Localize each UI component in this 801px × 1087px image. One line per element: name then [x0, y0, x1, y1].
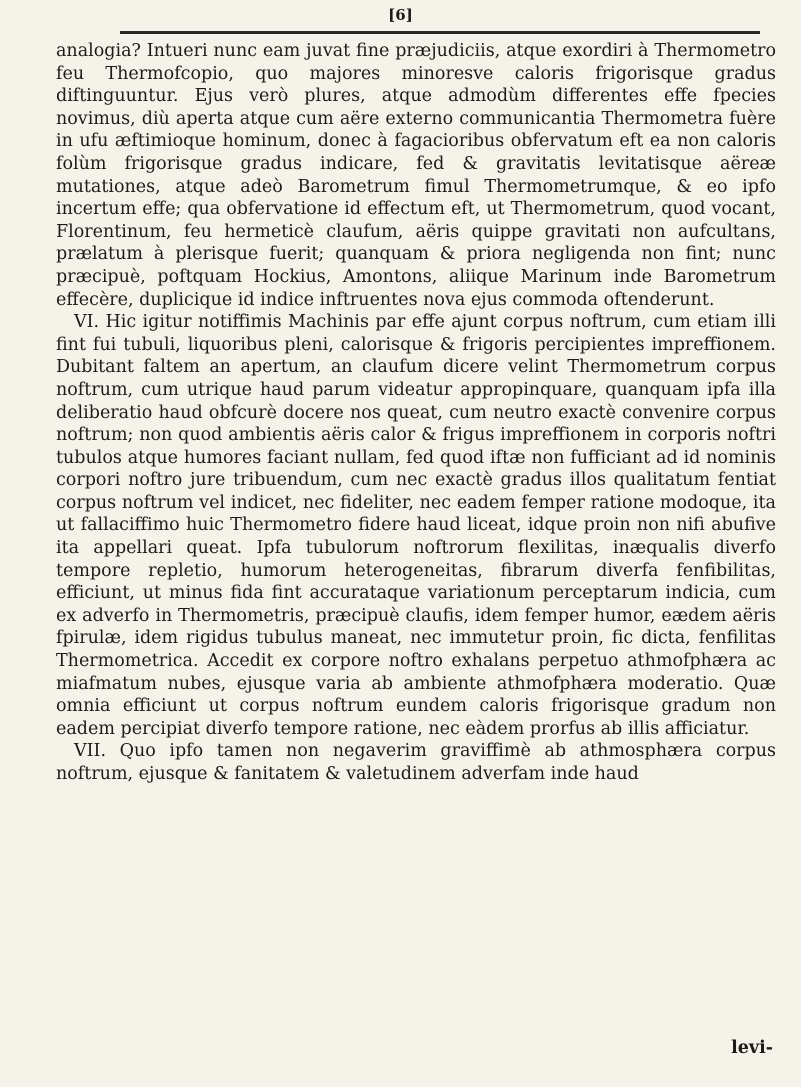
catchword: levi- [731, 1038, 773, 1058]
paragraph-continuation: analogia? Intueri nunc eam juvat fine præjudiciis, atque exordiri à Thermometro feu Thermofcopio, quo majores minoresve caloris frigorisque gradus diftinguuntur. Ejus verò plures, atque admodùm differentes effe fpecies novimus, diù aperta atque cum aëre externo communicantia Thermometra fuère in ufu æftimioque hominum, donec à fagacioribus obfervatum eft ea non caloris folùm frigorisque gradus indicare, fed & gravitatis levitatisque aëreæ mutationes, atque adeò Barometrum fimul Thermometrumque, & eo ipfo incertum effe; qua obfervatione id effectum eft, ut Thermometrum, quod vocant, Florentinum, feu hermeticè claufum, aëris quippe gravitati non aufcultans, prælatum à plerisque fuerit; quanquam & priora negligenda non fint; nunc præcipuè, poftquam Hockius, Amontons, aliique Marinum inde Barometrum effecère, duplicique id indice inftruentes nova ejus commoda oftenderunt. [56, 41, 776, 310]
page-header [0, 4, 801, 34]
page-number: [6] [388, 6, 413, 24]
header-rule [120, 31, 760, 34]
paragraph-vi: VI. Hic igitur notiffimis Machinis par effe ajunt corpus noftrum, cum etiam illi fint fui tubuli, liquoribus pleni, calorisque & frigoris percipientes impreffionem. Dubitant faltem an apertum, an claufum dicere velint Thermometrum corpus noftrum, cum utrique haud parum videatur appropinquare, quanquam ipfa illa deliberatio haud obfcurè docere nos queat, cum neutro exactè convenire corpus noftrum; non quod ambientis aëris calor & frigus impreffionem in corporis noftri tubulos atque humores faciant nullam, fed quod iftæ non fufficiant ad id nominis corpori noftro jure tribuendum, cum nec exactè gradus illos qualitatum fentiat corpus noftrum vel indicet, nec fideliter, nec eadem femper ratione modoque, ita ut fallaciffimo huic Thermometro fidere haud liceat, idque proin non nifi abufive ita appellari queat. Ipfa tubulorum noftrorum flexilitas, inæqualis diverfo tempore repletio, humorum heterogeneitas, fibrarum diverfa fenfibilitas, efficiunt, ut minus fida fint accurataque variationum perceptarum indicia, cum ex adverfo in Thermometris, præcipuè claufis, idem femper humor, eædem aëris fpirulæ, idem rigidus tubulus maneat, nec immutetur proin, fic dicta, fenfilitas Thermometrica. Accedit ex corpore noftro exhalans perpetuo athmofphæra ac miafmatum nubes, ejusque varia ab ambiente athmofphæra moderatio. Quæ omnia efficiunt ut corpus noftrum eundem caloris frigorisque gradum non eadem percipiat diverfo tempore ratione, nec eàdem prorfus ab illis afficiatur. [56, 312, 776, 739]
paragraph-vii: VII. Quo ipfo tamen non negaverim graviffimè ab athmosphæra corpus noftrum, ejusque & fanitatem & valetudinem adverfam inde haud [56, 741, 776, 784]
body-text [56, 40, 776, 786]
